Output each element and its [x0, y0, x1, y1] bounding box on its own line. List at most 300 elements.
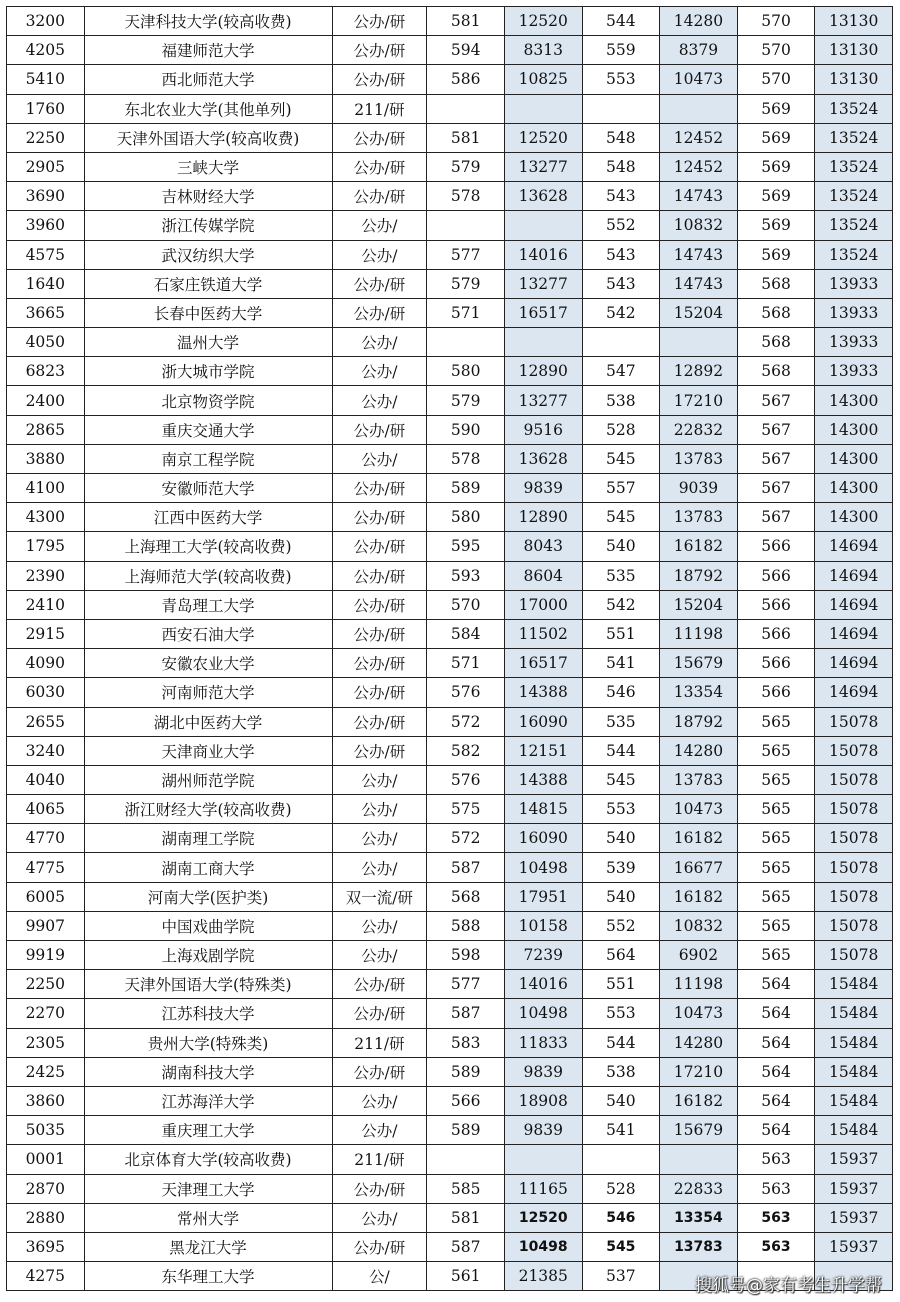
- cell-score-a: 571: [427, 649, 505, 678]
- cell-score-a: 587: [427, 1232, 505, 1261]
- cell-category: 公办/: [332, 328, 427, 357]
- cell-score-a: 587: [427, 999, 505, 1028]
- cell-category: 公办/研: [332, 532, 427, 561]
- cell-category: 公办/研: [332, 707, 427, 736]
- cell-score-b: 539: [582, 853, 660, 882]
- cell-rank-a: 9839: [504, 1116, 582, 1145]
- cell-score-c: 570: [737, 65, 815, 94]
- cell-rank-a: 9839: [504, 1057, 582, 1086]
- cell-rank-a: 8313: [504, 36, 582, 65]
- cell-score-c: 569: [737, 123, 815, 152]
- cell-rank-b: 15679: [660, 649, 738, 678]
- cell-university: 江西中医药大学: [84, 503, 332, 532]
- cell-rank-a: 17951: [504, 882, 582, 911]
- table-row: [7, 941, 893, 970]
- cell-category: 公办/研: [332, 182, 427, 211]
- table-row: [7, 474, 893, 503]
- cell-rank-c: 15078: [815, 911, 893, 940]
- cell-score-a: 576: [427, 765, 505, 794]
- cell-rank-a: 14388: [504, 678, 582, 707]
- cell-score-c: 569: [737, 211, 815, 240]
- cell-score-a: 581: [427, 1203, 505, 1232]
- cell-rank-b: 9039: [660, 474, 738, 503]
- cell-score-c: 565: [737, 941, 815, 970]
- cell-rank-c: 13933: [815, 328, 893, 357]
- cell-rank-c: 13933: [815, 269, 893, 298]
- cell-rank-c: 15484: [815, 1028, 893, 1057]
- cell-rank-b: 12452: [660, 152, 738, 181]
- table-row: [7, 882, 893, 911]
- cell-score-c: 564: [737, 1086, 815, 1115]
- cell-code: 1795: [7, 532, 85, 561]
- cell-rank-b: 14743: [660, 182, 738, 211]
- cell-score-c: 567: [737, 386, 815, 415]
- cell-score-a: 593: [427, 561, 505, 590]
- cell-university: 福建师范大学: [84, 36, 332, 65]
- cell-rank-b: [660, 1145, 738, 1174]
- cell-code: 2390: [7, 561, 85, 590]
- cell-score-b: 551: [582, 619, 660, 648]
- cell-code: 3695: [7, 1232, 85, 1261]
- cell-rank-a: 17000: [504, 590, 582, 619]
- cell-university: 武汉纺织大学: [84, 240, 332, 269]
- cell-category: 211/研: [332, 1028, 427, 1057]
- table-row: [7, 649, 893, 678]
- table-row: [7, 707, 893, 736]
- cell-category: 公办/: [332, 824, 427, 853]
- cell-score-b: 553: [582, 795, 660, 824]
- cell-rank-c: 13524: [815, 123, 893, 152]
- cell-score-a: 582: [427, 736, 505, 765]
- cell-code: 1760: [7, 94, 85, 123]
- cell-code: 2915: [7, 619, 85, 648]
- cell-category: 公办/: [332, 357, 427, 386]
- table-row: [7, 999, 893, 1028]
- cell-rank-b: 13783: [660, 1232, 738, 1261]
- cell-score-b: 540: [582, 824, 660, 853]
- cell-rank-b: 16182: [660, 532, 738, 561]
- cell-score-b: 552: [582, 211, 660, 240]
- cell-rank-a: 12520: [504, 123, 582, 152]
- cell-rank-c: 14300: [815, 415, 893, 444]
- cell-rank-a: 12520: [504, 7, 582, 36]
- cell-score-a: 595: [427, 532, 505, 561]
- cell-code: 2865: [7, 415, 85, 444]
- cell-code: 2410: [7, 590, 85, 619]
- cell-category: 公办/: [332, 386, 427, 415]
- cell-score-b: 545: [582, 444, 660, 473]
- cell-rank-c: 15078: [815, 795, 893, 824]
- cell-score-c: 565: [737, 911, 815, 940]
- cell-rank-a: 18908: [504, 1086, 582, 1115]
- cell-university: 青岛理工大学: [84, 590, 332, 619]
- cell-score-b: 551: [582, 970, 660, 999]
- cell-university: 吉林财经大学: [84, 182, 332, 211]
- cell-rank-c: 14694: [815, 532, 893, 561]
- cell-category: 公办/研: [332, 65, 427, 94]
- cell-rank-c: 15078: [815, 882, 893, 911]
- cell-code: 2250: [7, 123, 85, 152]
- cell-rank-b: 11198: [660, 970, 738, 999]
- cell-rank-a: 14016: [504, 970, 582, 999]
- cell-university: 北京物资学院: [84, 386, 332, 415]
- cell-rank-c: 14694: [815, 590, 893, 619]
- table-row: [7, 1057, 893, 1086]
- cell-score-a: 568: [427, 882, 505, 911]
- cell-rank-c: 15937: [815, 1232, 893, 1261]
- cell-category: 双一流/研: [332, 882, 427, 911]
- cell-rank-c: 15484: [815, 1086, 893, 1115]
- cell-score-a: 572: [427, 824, 505, 853]
- cell-code: 9919: [7, 941, 85, 970]
- cell-score-b: 528: [582, 415, 660, 444]
- cell-rank-c: 13524: [815, 94, 893, 123]
- cell-university: 浙江传媒学院: [84, 211, 332, 240]
- cell-rank-c: 15484: [815, 1057, 893, 1086]
- cell-rank-b: 13783: [660, 503, 738, 532]
- cell-rank-b: 13354: [660, 678, 738, 707]
- table-row: [7, 765, 893, 794]
- table-row: [7, 240, 893, 269]
- cell-score-a: 589: [427, 474, 505, 503]
- table-row: [7, 911, 893, 940]
- cell-score-a: 587: [427, 853, 505, 882]
- cell-score-a: 580: [427, 503, 505, 532]
- cell-university: 中国戏曲学院: [84, 911, 332, 940]
- cell-score-b: 547: [582, 357, 660, 386]
- cell-rank-b: 14743: [660, 240, 738, 269]
- cell-score-a: 571: [427, 298, 505, 327]
- cell-score-c: 564: [737, 1116, 815, 1145]
- cell-rank-a: [504, 1145, 582, 1174]
- cell-code: 4065: [7, 795, 85, 824]
- table-row: [7, 678, 893, 707]
- cell-rank-b: 13783: [660, 444, 738, 473]
- cell-category: 公办/: [332, 1116, 427, 1145]
- cell-score-b: 540: [582, 882, 660, 911]
- cell-score-b: 535: [582, 707, 660, 736]
- cell-code: 3690: [7, 182, 85, 211]
- cell-score-b: 559: [582, 36, 660, 65]
- cell-rank-a: 12890: [504, 357, 582, 386]
- cell-category: 公办/研: [332, 474, 427, 503]
- cell-university: 安徽师范大学: [84, 474, 332, 503]
- cell-code: 6030: [7, 678, 85, 707]
- cell-category: 公办/研: [332, 503, 427, 532]
- cell-university: 东北农业大学(其他单列): [84, 94, 332, 123]
- table-row: [7, 532, 893, 561]
- cell-rank-b: 15679: [660, 1116, 738, 1145]
- cell-category: 公办/: [332, 853, 427, 882]
- cell-category: 公办/研: [332, 736, 427, 765]
- cell-score-b: 557: [582, 474, 660, 503]
- cell-rank-b: 17210: [660, 1057, 738, 1086]
- cell-university: 三峡大学: [84, 152, 332, 181]
- table-row: [7, 211, 893, 240]
- cell-rank-b: 12892: [660, 357, 738, 386]
- cell-score-a: 578: [427, 444, 505, 473]
- cell-university: 天津外国语大学(特殊类): [84, 970, 332, 999]
- table-row: [7, 444, 893, 473]
- cell-rank-b: 22833: [660, 1174, 738, 1203]
- cell-score-c: 566: [737, 619, 815, 648]
- cell-score-a: 581: [427, 123, 505, 152]
- cell-category: 公办/研: [332, 1174, 427, 1203]
- cell-score-c: 568: [737, 328, 815, 357]
- cell-code: 5035: [7, 1116, 85, 1145]
- cell-score-a: 585: [427, 1174, 505, 1203]
- cell-code: 2250: [7, 970, 85, 999]
- cell-score-b: 553: [582, 999, 660, 1028]
- cell-rank-c: 14300: [815, 503, 893, 532]
- cell-rank-a: 21385: [504, 1262, 582, 1291]
- cell-rank-b: 16182: [660, 1086, 738, 1115]
- cell-rank-c: 15078: [815, 853, 893, 882]
- cell-rank-c: 15078: [815, 765, 893, 794]
- cell-category: 公办/: [332, 1203, 427, 1232]
- cell-code: 2905: [7, 152, 85, 181]
- cell-score-b: 541: [582, 1116, 660, 1145]
- cell-university: 湖南工商大学: [84, 853, 332, 882]
- cell-university: 南京工程学院: [84, 444, 332, 473]
- cell-university: 重庆理工大学: [84, 1116, 332, 1145]
- cell-category: 公办/研: [332, 619, 427, 648]
- table-row: [7, 736, 893, 765]
- cell-score-a: 577: [427, 970, 505, 999]
- cell-category: 公办/研: [332, 7, 427, 36]
- table-row: [7, 386, 893, 415]
- table-row: [7, 590, 893, 619]
- cell-score-c: 564: [737, 999, 815, 1028]
- cell-code: 2270: [7, 999, 85, 1028]
- cell-rank-b: 13783: [660, 765, 738, 794]
- cell-score-a: 588: [427, 911, 505, 940]
- cell-rank-c: 13130: [815, 7, 893, 36]
- table-row: [7, 415, 893, 444]
- cell-rank-a: 9839: [504, 474, 582, 503]
- cell-rank-b: 22832: [660, 415, 738, 444]
- cell-rank-a: 11833: [504, 1028, 582, 1057]
- cell-score-b: 544: [582, 7, 660, 36]
- cell-score-b: 548: [582, 152, 660, 181]
- cell-code: 4090: [7, 649, 85, 678]
- table-row: [7, 7, 893, 36]
- cell-rank-b: 12452: [660, 123, 738, 152]
- cell-category: 公办/: [332, 911, 427, 940]
- cell-rank-a: 14388: [504, 765, 582, 794]
- cell-university: 西北师范大学: [84, 65, 332, 94]
- table-row: [7, 1174, 893, 1203]
- cell-university: 长春中医药大学: [84, 298, 332, 327]
- cell-code: 2425: [7, 1057, 85, 1086]
- cell-score-c: 564: [737, 1057, 815, 1086]
- cell-score-a: 594: [427, 36, 505, 65]
- cell-score-a: 578: [427, 182, 505, 211]
- cell-score-c: 565: [737, 853, 815, 882]
- cell-rank-b: 18792: [660, 707, 738, 736]
- cell-university: 西安石油大学: [84, 619, 332, 648]
- cell-rank-b: 10473: [660, 999, 738, 1028]
- cell-university: 黑龙江大学: [84, 1232, 332, 1261]
- cell-rank-a: 16517: [504, 649, 582, 678]
- cell-university: 江苏科技大学: [84, 999, 332, 1028]
- table-row: [7, 1116, 893, 1145]
- cell-score-b: 545: [582, 1232, 660, 1261]
- cell-score-b: 542: [582, 590, 660, 619]
- table-row: [7, 1028, 893, 1057]
- cell-score-a: 577: [427, 240, 505, 269]
- cell-code: 0001: [7, 1145, 85, 1174]
- cell-score-b: 552: [582, 911, 660, 940]
- cell-rank-a: [504, 211, 582, 240]
- cell-category: 公办/研: [332, 152, 427, 181]
- cell-score-c: 569: [737, 152, 815, 181]
- cell-university: 河南大学(医护类): [84, 882, 332, 911]
- cell-code: 3240: [7, 736, 85, 765]
- cell-rank-c: 15484: [815, 1116, 893, 1145]
- cell-score-c: 563: [737, 1174, 815, 1203]
- cell-score-a: 579: [427, 152, 505, 181]
- cell-code: 4205: [7, 36, 85, 65]
- cell-category: 公办/: [332, 240, 427, 269]
- cell-score-c: 565: [737, 765, 815, 794]
- admissions-table: [6, 6, 893, 1291]
- cell-university: 天津理工大学: [84, 1174, 332, 1203]
- cell-score-b: 564: [582, 941, 660, 970]
- cell-category: 公办/研: [332, 678, 427, 707]
- cell-score-b: 540: [582, 1086, 660, 1115]
- cell-category: 公办/: [332, 444, 427, 473]
- cell-university: 上海戏剧学院: [84, 941, 332, 970]
- cell-score-b: 538: [582, 386, 660, 415]
- cell-rank-a: 10498: [504, 999, 582, 1028]
- cell-rank-a: 13277: [504, 152, 582, 181]
- table-row: [7, 1145, 893, 1174]
- cell-rank-a: 10498: [504, 1232, 582, 1261]
- cell-category: 公办/: [332, 211, 427, 240]
- cell-rank-b: 16677: [660, 853, 738, 882]
- cell-score-c: 568: [737, 357, 815, 386]
- cell-rank-c: 15484: [815, 999, 893, 1028]
- cell-category: 公办/: [332, 1086, 427, 1115]
- cell-code: 2305: [7, 1028, 85, 1057]
- cell-rank-b: 10832: [660, 211, 738, 240]
- cell-code: 6005: [7, 882, 85, 911]
- cell-score-c: 564: [737, 1028, 815, 1057]
- table-row: [7, 182, 893, 211]
- cell-university: 天津科技大学(较高收费): [84, 7, 332, 36]
- cell-rank-b: [660, 94, 738, 123]
- cell-university: 上海师范大学(较高收费): [84, 561, 332, 590]
- cell-code: 3880: [7, 444, 85, 473]
- cell-score-a: 598: [427, 941, 505, 970]
- cell-rank-a: 8043: [504, 532, 582, 561]
- cell-category: 公办/研: [332, 123, 427, 152]
- cell-code: 3200: [7, 7, 85, 36]
- cell-university: 湖南科技大学: [84, 1057, 332, 1086]
- cell-rank-a: 16090: [504, 824, 582, 853]
- cell-score-a: 589: [427, 1057, 505, 1086]
- cell-code: 6823: [7, 357, 85, 386]
- table-body: [7, 7, 893, 1291]
- cell-rank-a: 13628: [504, 444, 582, 473]
- cell-score-c: 565: [737, 882, 815, 911]
- cell-code: 4770: [7, 824, 85, 853]
- cell-rank-a: [504, 94, 582, 123]
- table-row: [7, 123, 893, 152]
- cell-rank-c: 13524: [815, 182, 893, 211]
- cell-rank-b: 15204: [660, 298, 738, 327]
- cell-rank-b: 14280: [660, 736, 738, 765]
- cell-score-c: 567: [737, 444, 815, 473]
- cell-score-c: 569: [737, 182, 815, 211]
- cell-category: 公办/研: [332, 1232, 427, 1261]
- table-row: [7, 824, 893, 853]
- cell-university: 湖北中医药大学: [84, 707, 332, 736]
- table-row: [7, 1086, 893, 1115]
- cell-rank-c: 15078: [815, 736, 893, 765]
- cell-score-b: 543: [582, 240, 660, 269]
- cell-rank-c: 13524: [815, 152, 893, 181]
- cell-code: 4275: [7, 1262, 85, 1291]
- cell-university: 浙江财经大学(较高收费): [84, 795, 332, 824]
- table-row: [7, 853, 893, 882]
- cell-rank-a: 10825: [504, 65, 582, 94]
- cell-university: 上海理工大学(较高收费): [84, 532, 332, 561]
- cell-rank-b: 16182: [660, 824, 738, 853]
- cell-code: 9907: [7, 911, 85, 940]
- cell-score-b: 541: [582, 649, 660, 678]
- cell-code: 4100: [7, 474, 85, 503]
- cell-university: 浙大城市学院: [84, 357, 332, 386]
- cell-category: 公办/研: [332, 36, 427, 65]
- cell-university: 湖州师范学院: [84, 765, 332, 794]
- cell-rank-c: 14300: [815, 474, 893, 503]
- cell-score-b: 548: [582, 123, 660, 152]
- cell-score-c: 566: [737, 590, 815, 619]
- cell-rank-c: 13933: [815, 298, 893, 327]
- cell-score-b: 544: [582, 1028, 660, 1057]
- cell-score-b: 528: [582, 1174, 660, 1203]
- cell-score-a: 572: [427, 707, 505, 736]
- cell-score-c: 566: [737, 561, 815, 590]
- cell-score-b: [582, 328, 660, 357]
- cell-rank-b: 8379: [660, 36, 738, 65]
- cell-score-b: 543: [582, 182, 660, 211]
- cell-category: 公/: [332, 1262, 427, 1291]
- cell-rank-b: 18792: [660, 561, 738, 590]
- cell-university: 温州大学: [84, 328, 332, 357]
- cell-university: 江苏海洋大学: [84, 1086, 332, 1115]
- table-row: [7, 970, 893, 999]
- cell-rank-c: 13130: [815, 36, 893, 65]
- cell-rank-a: 7239: [504, 941, 582, 970]
- table-row: [7, 36, 893, 65]
- cell-category: 公办/: [332, 765, 427, 794]
- cell-rank-b: 14280: [660, 1028, 738, 1057]
- cell-score-a: 576: [427, 678, 505, 707]
- cell-score-a: 579: [427, 269, 505, 298]
- cell-rank-b: 15204: [660, 590, 738, 619]
- cell-score-a: 575: [427, 795, 505, 824]
- cell-score-b: 542: [582, 298, 660, 327]
- cell-score-c: 563: [737, 1145, 815, 1174]
- cell-score-a: [427, 328, 505, 357]
- cell-score-b: 538: [582, 1057, 660, 1086]
- table-row: [7, 152, 893, 181]
- cell-rank-c: 15484: [815, 970, 893, 999]
- cell-rank-b: 14280: [660, 7, 738, 36]
